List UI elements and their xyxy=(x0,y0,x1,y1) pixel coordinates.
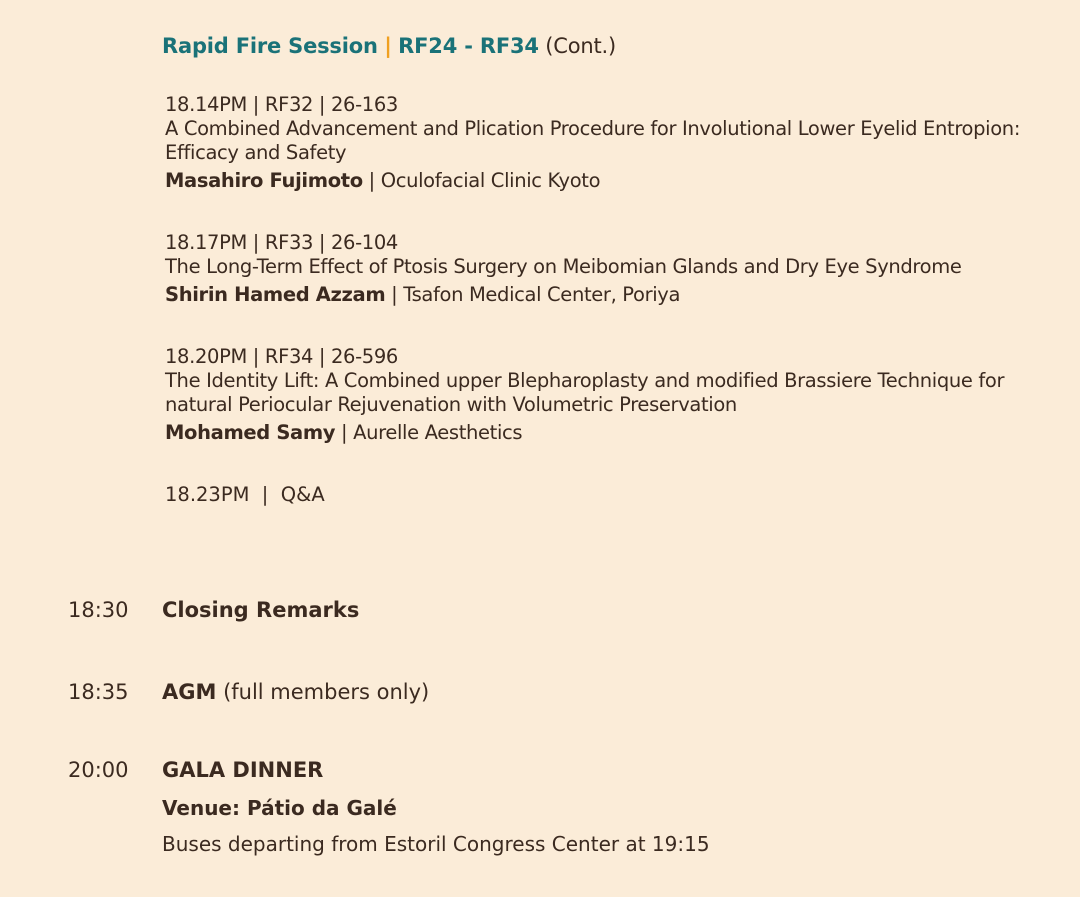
talk-speaker: Mohamed Samy xyxy=(165,421,336,444)
talk-speaker-line xyxy=(165,283,1077,307)
talk-affiliation: | Tsafon Medical Center, Poriya xyxy=(385,283,681,306)
agenda-label: GALA DINNER xyxy=(162,758,324,782)
session-header xyxy=(162,34,616,58)
talk-meta: 18.14PM | RF32 | 26-163 xyxy=(165,93,398,116)
agenda-row-agm xyxy=(68,680,429,704)
agenda-row-closing xyxy=(68,598,359,622)
agenda-time: 18:30 xyxy=(68,598,129,622)
gala-buses: Buses departing from Estoril Congress Center at 19:15 xyxy=(162,832,710,856)
talk-speaker: Shirin Hamed Azzam xyxy=(165,283,386,306)
talk-title: The Long-Term Effect of Ptosis Surgery on Meibomian Glands and Dry Eye Syndrome xyxy=(165,255,962,278)
agenda-label: AGM xyxy=(162,680,217,704)
session-range: RF24 - RF34 xyxy=(398,34,539,58)
talk-speaker-line xyxy=(165,421,1077,445)
talk-item xyxy=(165,93,1077,193)
qa-item: 18.23PM | Q&A xyxy=(165,483,325,506)
agenda-row-gala xyxy=(68,758,323,782)
talk-speaker-line xyxy=(165,169,1077,193)
agenda-time: 20:00 xyxy=(68,758,129,782)
session-name: Rapid Fire Session xyxy=(162,34,378,58)
talk-title: The Identity Lift: A Combined upper Blepharoplasty and modified Brassiere Technique for natural Periocular Rejuvenation with Volumetric Preservation xyxy=(165,369,1005,416)
talk-speaker: Masahiro Fujimoto xyxy=(165,169,363,192)
session-separator: | xyxy=(384,34,392,58)
talk-item xyxy=(165,231,1077,307)
talk-affiliation: | Aurelle Aesthetics xyxy=(335,421,523,444)
talk-item xyxy=(165,345,1077,445)
session-cont: (Cont.) xyxy=(545,34,616,58)
gala-venue: Venue: Pátio da Galé xyxy=(162,796,397,820)
talk-affiliation: | Oculofacial Clinic Kyoto xyxy=(362,169,601,192)
talk-meta: 18.20PM | RF34 | 26-596 xyxy=(165,345,398,368)
talk-title: A Combined Advancement and Plication Procedure for Involutional Lower Eyelid Entropion: Efficacy and Safety xyxy=(165,117,1021,164)
agenda-note: (full members only) xyxy=(216,680,430,704)
agenda-time: 18:35 xyxy=(68,680,129,704)
talk-meta: 18.17PM | RF33 | 26-104 xyxy=(165,231,398,254)
agenda-label: Closing Remarks xyxy=(162,598,360,622)
